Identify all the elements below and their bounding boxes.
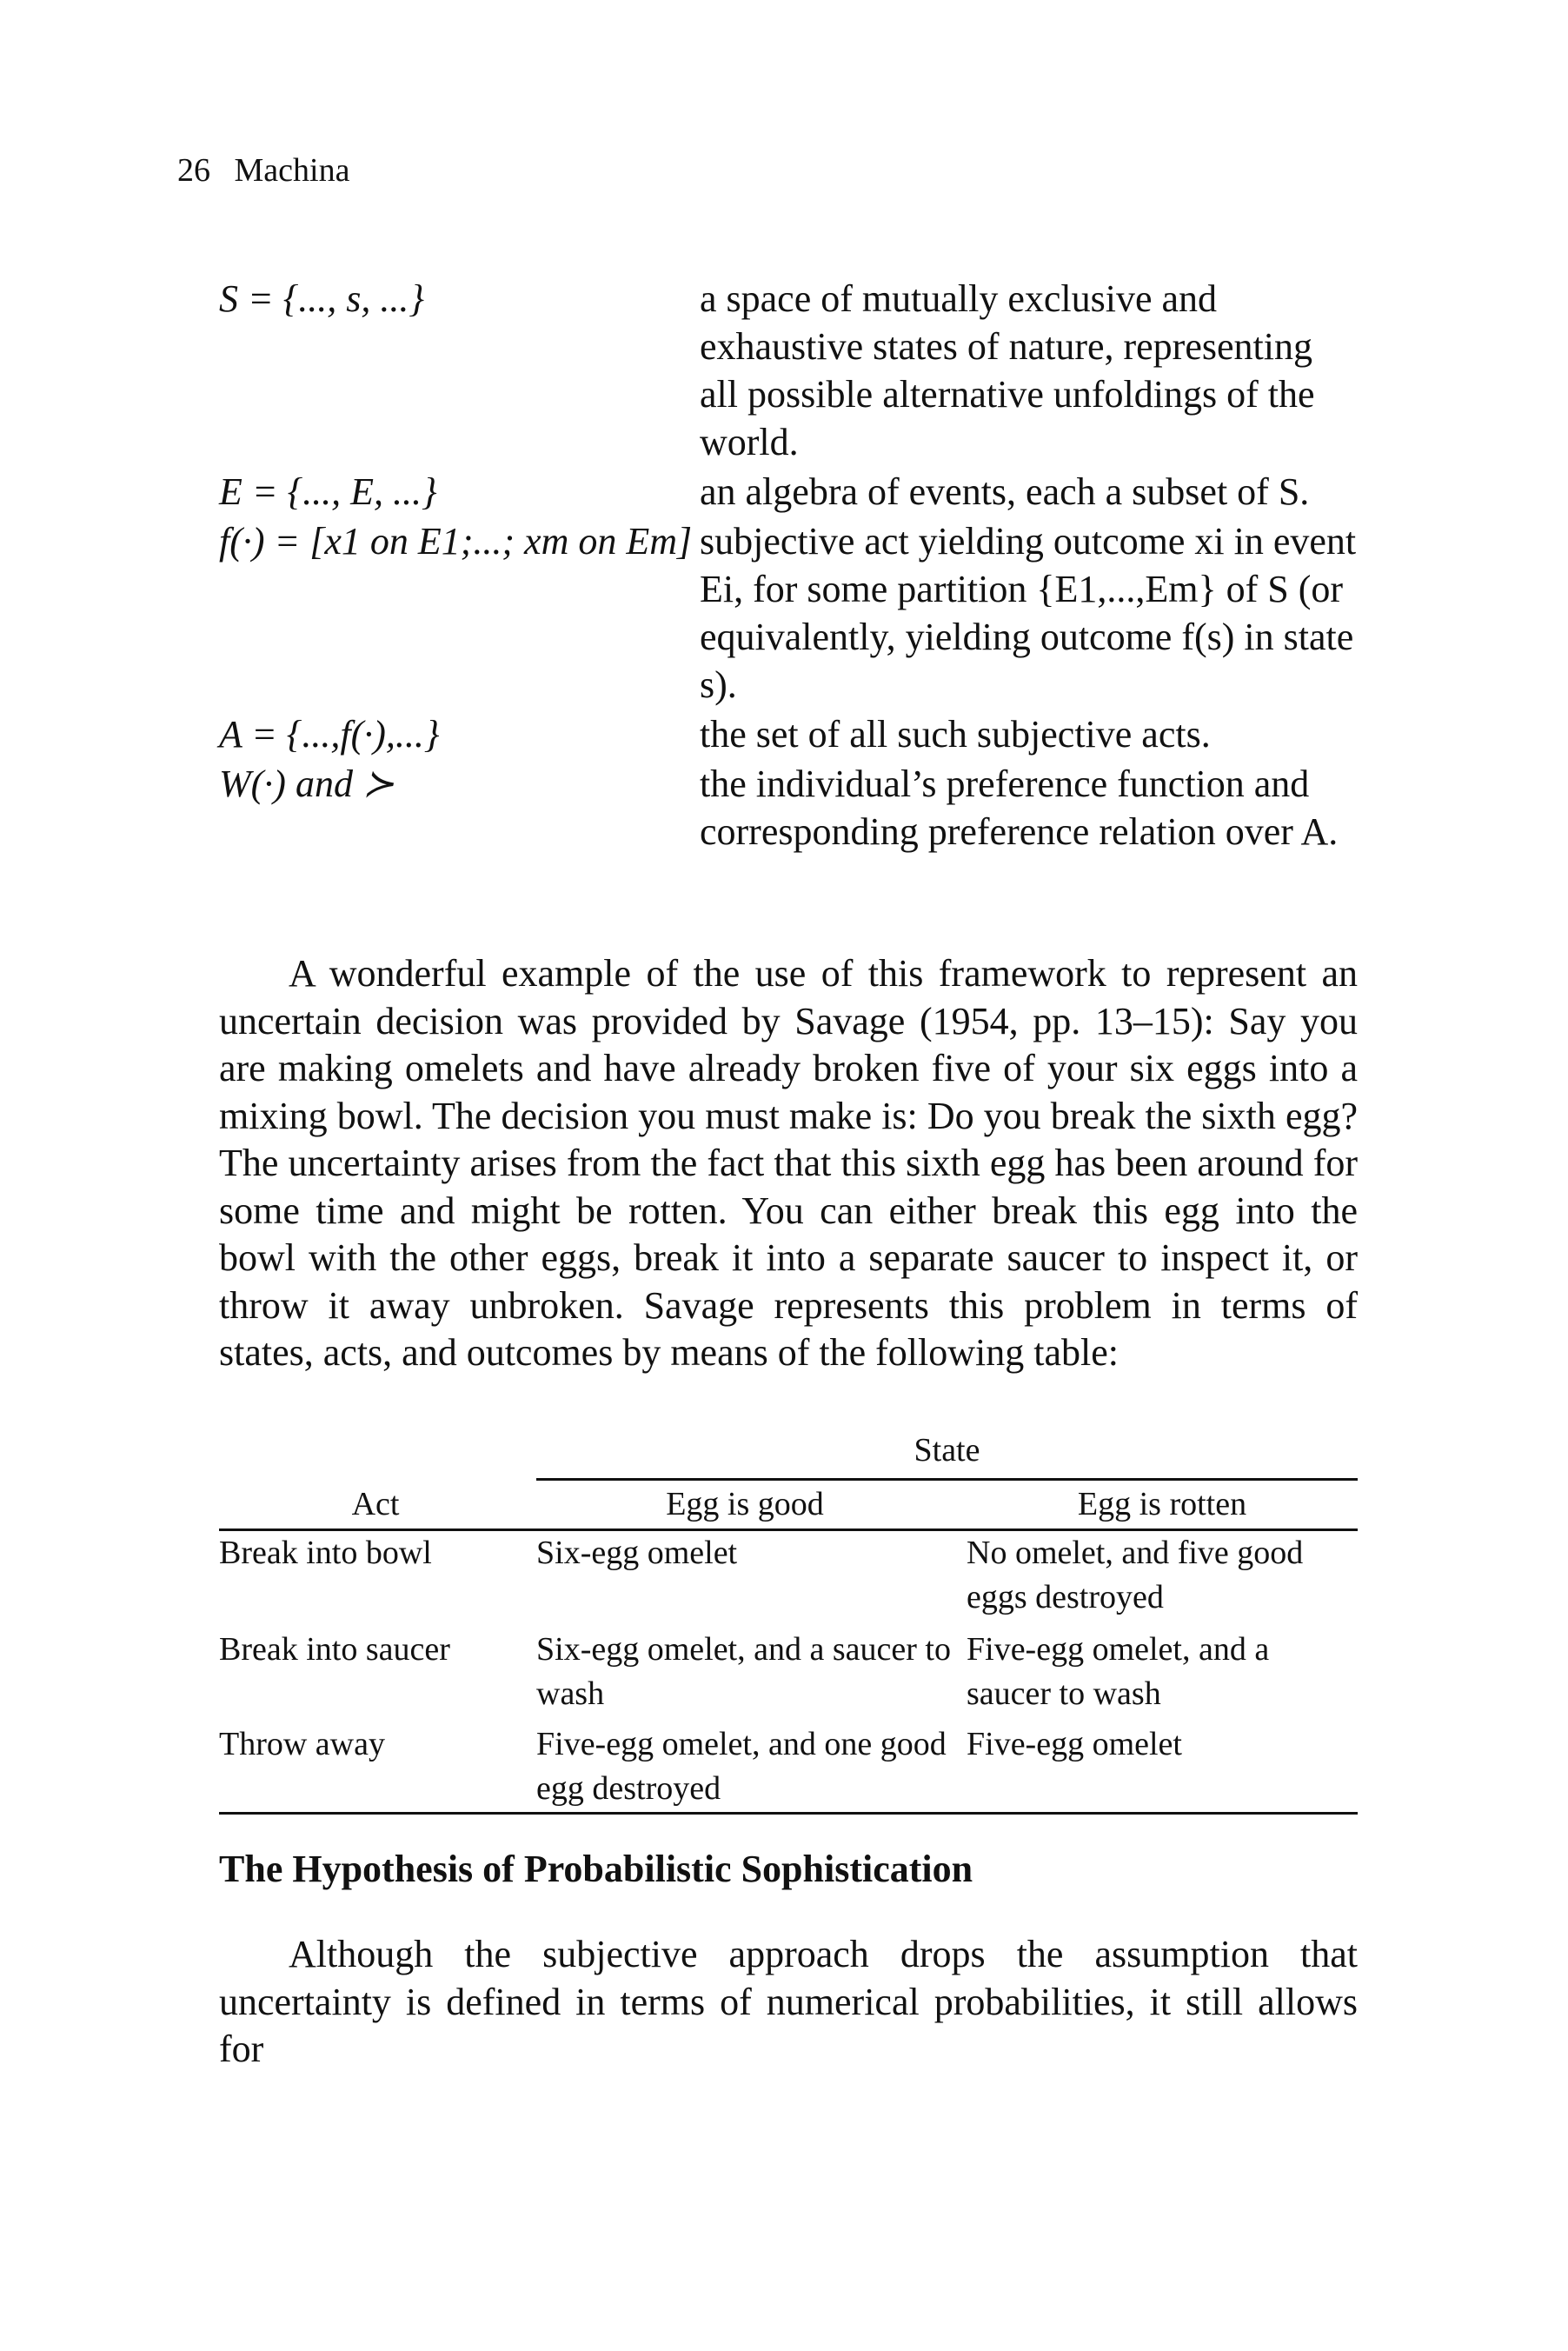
definition-text: the individual’s preference function and corresponding preference relation over A. — [700, 763, 1339, 853]
running-header — [177, 151, 349, 190]
definition-act-set — [219, 710, 1358, 758]
table-cell-act: Throw away — [219, 1726, 385, 1762]
bottom-rule — [219, 1812, 1358, 1815]
definition-text: a space of mutually exclusive and exhaustive states of nature, representing all possible alternative unfoldings of the world. — [700, 277, 1315, 463]
column-header-egg-rotten: Egg is rotten — [1077, 1486, 1247, 1522]
definition-text: an algebra of events, each a subset of S. — [700, 470, 1310, 513]
definition-symbol: S = {..., s, ...} — [219, 277, 425, 320]
body-paragraph: Although the subjective approach drops the assumption that uncertainty is defined in terms of numerical probabilities, it still allows for — [219, 1933, 1358, 2070]
definition-symbol: W(·) and ≻ — [219, 763, 395, 805]
definition-symbol: f(·) = [x1 on E1;...; xm on Em] — [219, 520, 693, 563]
table-cell-good: Five-egg omelet, and one good egg destroyed — [536, 1726, 947, 1807]
definition-symbol: A = {...,f(·),...} — [219, 713, 440, 756]
page-number: 26 — [177, 152, 210, 189]
table-cell-rotten: Five-egg omelet — [967, 1726, 1182, 1762]
table-cell-act: Break into bowl — [219, 1535, 432, 1571]
definition-states — [219, 275, 1358, 466]
definition-events — [219, 468, 1358, 516]
body-paragraph: A wonderful example of the use of this framework to represent an uncertain decision was provided by Savage (1954, pp. 13–15): Say you are making omelets and have already broken five of your six eggs into a mixing bowl. The decision you must make is: Do you break the sixth egg? The uncertainty arises from the fact that this sixth egg has been around for some time and might be rotten. You can either break this egg into the bowl with the other eggs, break it into a separate saucer to inspect it, or throw it away unbroken. Savage represents this problem in terms of states, acts, and outcomes by means of the following table: — [219, 952, 1358, 1374]
table-cell-act: Break into saucer — [219, 1631, 450, 1668]
table-cell-rotten: No omelet, and five good eggs destroyed — [967, 1535, 1304, 1615]
notation-definitions — [219, 275, 1358, 857]
table-cell-good: Six-egg omelet, and a saucer to wash — [536, 1631, 951, 1712]
table-cell-good: Six-egg omelet — [536, 1535, 738, 1571]
definition-act — [219, 517, 1358, 709]
table-cell-rotten: Five-egg omelet, and a saucer to wash — [967, 1631, 1270, 1712]
running-title: Machina — [234, 152, 350, 189]
column-header-egg-good: Egg is good — [666, 1486, 824, 1522]
state-header: State — [914, 1432, 980, 1469]
definition-symbol: E = {..., E, ...} — [219, 470, 437, 513]
section-heading: The Hypothesis of Probabilistic Sophistication — [219, 1848, 973, 1890]
state-rule — [536, 1478, 1358, 1481]
definition-text: the set of all such subjective acts. — [700, 713, 1211, 756]
definition-preference — [219, 760, 1358, 856]
column-header-act: Act — [351, 1486, 400, 1522]
definition-text: subjective act yielding outcome xi in event Ei, for some partition {E1,...,Em} of S (or equivalently, yielding outcome f(s) in state s). — [700, 520, 1357, 706]
